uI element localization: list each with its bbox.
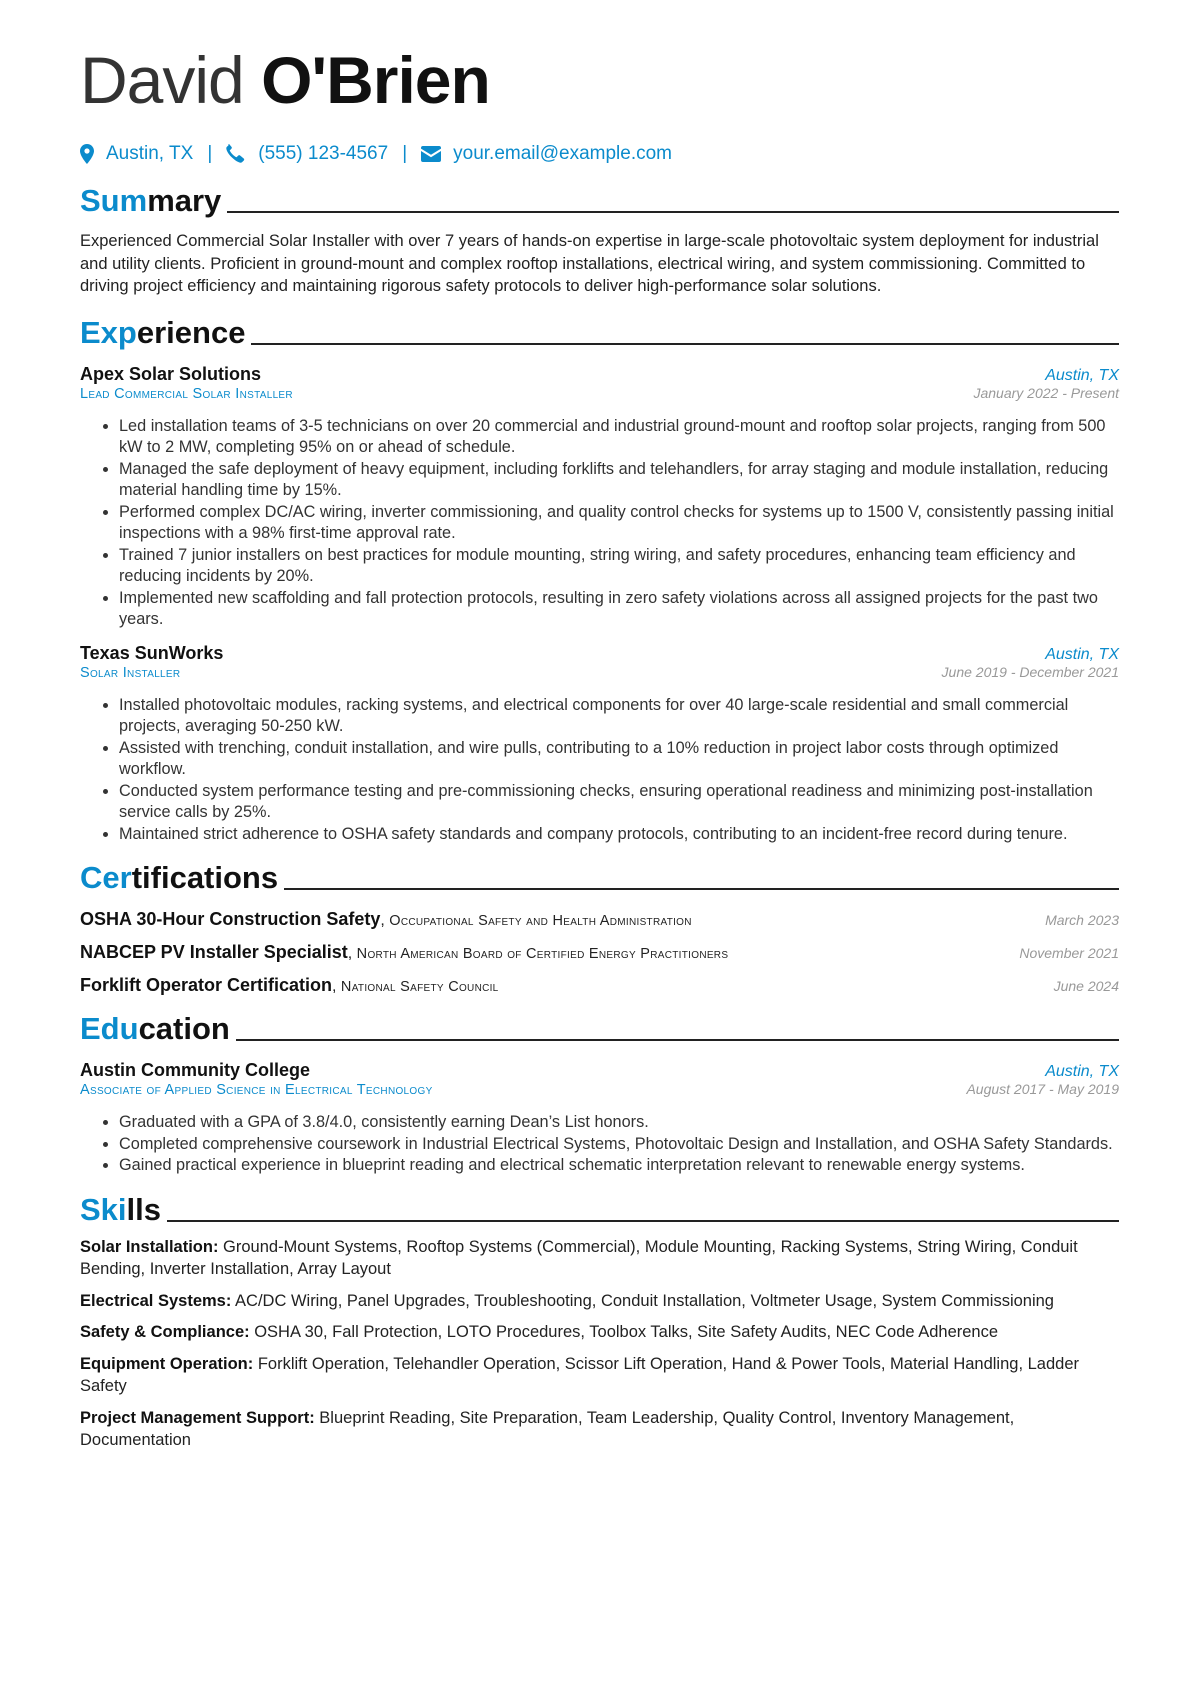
section-title: Skills: [80, 1191, 161, 1227]
skill-values: Forklift Operation, Telehandler Operation, Scissor Lift Operation, Hand & Power Tools, Material Handling, Ladder Safety: [80, 1354, 1079, 1395]
certification-item: Forklift Operator Certification, National Safety Council June 2024: [80, 975, 1119, 995]
job-company: Texas SunWorks: [80, 642, 224, 663]
skill-row: [80, 1407, 1119, 1452]
school-location: Austin, TX: [1045, 1063, 1119, 1080]
location-text: Austin, TX: [106, 143, 194, 164]
first-name: David: [80, 43, 244, 117]
contact-separator: |: [207, 143, 213, 164]
section-title: Education: [80, 1011, 230, 1046]
list-item: • Assisted with trenching, conduit installation, and wire pulls, contributing to a 10% reduction in project labor costs through optimized workflow.: [119, 738, 1119, 781]
summary-heading: [80, 182, 1119, 218]
cert-date: March 2023: [1045, 912, 1119, 928]
skill-values: Ground-Mount Systems, Rooftop Systems (Commercial), Module Mounting, Racking Systems, String Wiring, Conduit Bending, Inverter Installation, Array Layout: [80, 1237, 1078, 1278]
section-title: Certifications: [80, 860, 279, 895]
skill-row: [80, 1290, 1119, 1313]
contact-separator: |: [402, 143, 408, 164]
education-bullets: [80, 1112, 1119, 1177]
list-item: • Gained practical experience in blueprint reading and electrical schematic interpretation relevant to renewable energy systems.: [119, 1155, 1119, 1177]
skill-values: AC/DC Wiring, Panel Upgrades, Troubleshooting, Conduit Installation, Voltmeter Usage, System Commissioning: [235, 1291, 1054, 1310]
phone-text: (555) 123-4567: [258, 143, 389, 164]
job-location: Austin, TX: [1045, 645, 1119, 663]
job-dates: June 2019 - December 2021: [941, 663, 1119, 680]
section-rule: [227, 211, 1119, 213]
job-entry: [80, 643, 1119, 846]
job-dates: January 2022 - Present: [973, 384, 1119, 401]
skill-category: Equipment Operation:: [80, 1354, 254, 1373]
list-item: • Maintained strict adherence to OSHA safety standards and company protocols, contributing to an incident-free record during tenure.: [119, 824, 1119, 846]
certification-item: OSHA 30-Hour Construction Safety, Occupational Safety and Health Administration March 2023: [80, 909, 1119, 929]
map-pin-icon: [80, 144, 94, 164]
cert-name: Forklift Operator Certification: [80, 975, 333, 995]
job-title: Solar Installer: [80, 664, 181, 681]
skill-row: [80, 1321, 1119, 1344]
list-item: • Conducted system performance testing and pre-commissioning checks, ensuring operational readiness and minimizing post-installation service calls by 25%.: [119, 781, 1119, 824]
skill-values: Blueprint Reading, Site Preparation, Team Leadership, Quality Control, Inventory Management, Documentation: [80, 1408, 1015, 1449]
cert-name: NABCEP PV Installer Specialist: [80, 942, 348, 962]
section-rule: [284, 888, 1119, 890]
list-item: • Implemented new scaffolding and fall protection protocols, resulting in zero safety violations across all assigned projects for the past two years.: [119, 588, 1119, 631]
skill-values: OSHA 30, Fall Protection, LOTO Procedures, Toolbox Talks, Site Safety Audits, NEC Code Adherence: [254, 1323, 999, 1341]
cert-issuer: National Safety Council: [340, 979, 499, 995]
certifications-heading: [80, 859, 1119, 895]
list-item: • Completed comprehensive coursework in Industrial Electrical Systems, Photovoltaic Design and Installation, and OSHA Safety Standards.: [119, 1134, 1119, 1156]
skills-heading: [80, 1191, 1119, 1227]
skill-category: Solar Installation:: [80, 1237, 219, 1256]
certification-item: NABCEP PV Installer Specialist, North American Board of Certified Energy Practitioners November 2021: [80, 942, 1119, 962]
last-name: O'Brien: [261, 43, 490, 117]
list-item: • Led installation teams of 3-5 technicians on over 20 commercial and industrial ground-mount and rooftop solar projects, ranging from 500 kW to 2 MW, completing 95% on or ahead of schedule.: [119, 416, 1119, 459]
cert-issuer: Occupational Safety and Health Administration: [389, 913, 692, 929]
list-item: • Trained 7 junior installers on best practices for module mounting, string wiring, and safety procedures, enhancing team efficiency and reducing incidents by 20%.: [119, 545, 1119, 588]
education-entry: [80, 1060, 1119, 1177]
skill-row: [80, 1353, 1119, 1398]
section-rule: [167, 1220, 1119, 1222]
skill-row: [80, 1236, 1119, 1281]
candidate-name: [80, 40, 1119, 120]
experience-heading: [80, 314, 1119, 350]
education-heading: [80, 1010, 1119, 1046]
job-title: Lead Commercial Solar Installer: [80, 385, 293, 402]
skill-category: Electrical Systems:: [80, 1291, 232, 1310]
skills-list: [80, 1236, 1119, 1452]
cert-date: November 2021: [1019, 945, 1119, 961]
section-rule: [251, 343, 1119, 345]
job-entry: [80, 364, 1119, 631]
job-location: Austin, TX: [1045, 366, 1119, 384]
contact-email[interactable]: [421, 143, 672, 165]
education-dates: August 2017 - May 2019: [966, 1081, 1119, 1097]
envelope-icon: [421, 146, 441, 162]
list-item: • Performed complex DC/AC wiring, inverter commissioning, and quality control checks for systems up to 1500 V, consistently passing initial inspections with a 98% first-time approval rate.: [119, 502, 1119, 545]
section-title: Summary: [80, 183, 222, 218]
skill-category: Project Management Support:: [80, 1408, 315, 1427]
list-item: • Graduated with a GPA of 3.8/4.0, consistently earning Dean’s List honors.: [119, 1112, 1119, 1134]
contact-location: [80, 143, 193, 165]
degree-title: Associate of Applied Science in Electrical Technology: [80, 1082, 433, 1098]
job-bullets: [80, 416, 1119, 631]
section-title: Experience: [80, 314, 246, 350]
cert-date: June 2024: [1053, 978, 1119, 994]
cert-issuer: North American Board of Certified Energy Practitioners: [356, 946, 729, 962]
list-item: • Managed the safe deployment of heavy equipment, including forklifts and telehandlers, for array staging and module installation, reducing material handling time by 15%.: [119, 459, 1119, 502]
certifications-list: [80, 909, 1119, 996]
contact-line: [80, 140, 1119, 168]
email-link[interactable]: your.email@example.com: [453, 143, 672, 164]
phone-icon: [226, 144, 246, 164]
section-rule: [236, 1039, 1119, 1041]
cert-name: OSHA 30-Hour Construction Safety: [80, 909, 381, 929]
list-item: • Installed photovoltaic modules, racking systems, and electrical components for over 40 large-scale residential and small commercial projects, averaging 50-250 kW.: [119, 695, 1119, 738]
job-company: Apex Solar Solutions: [80, 363, 262, 384]
school-name: Austin Community College: [80, 1060, 311, 1080]
summary-text: Experienced Commercial Solar Installer with over 7 years of hands-on expertise in large-scale photovoltaic system deployment for industrial and utility clients. Proficient in ground-mount and complex rooftop installations, electrical wiring, and system commissioning. Committed to driving project efficiency and maintaining rigorous safety protocols to deliver high-performance solar solutions.: [80, 232, 1099, 295]
contact-phone: [226, 143, 388, 165]
job-bullets: [80, 695, 1119, 846]
skill-category: Safety & Compliance:: [80, 1323, 250, 1341]
